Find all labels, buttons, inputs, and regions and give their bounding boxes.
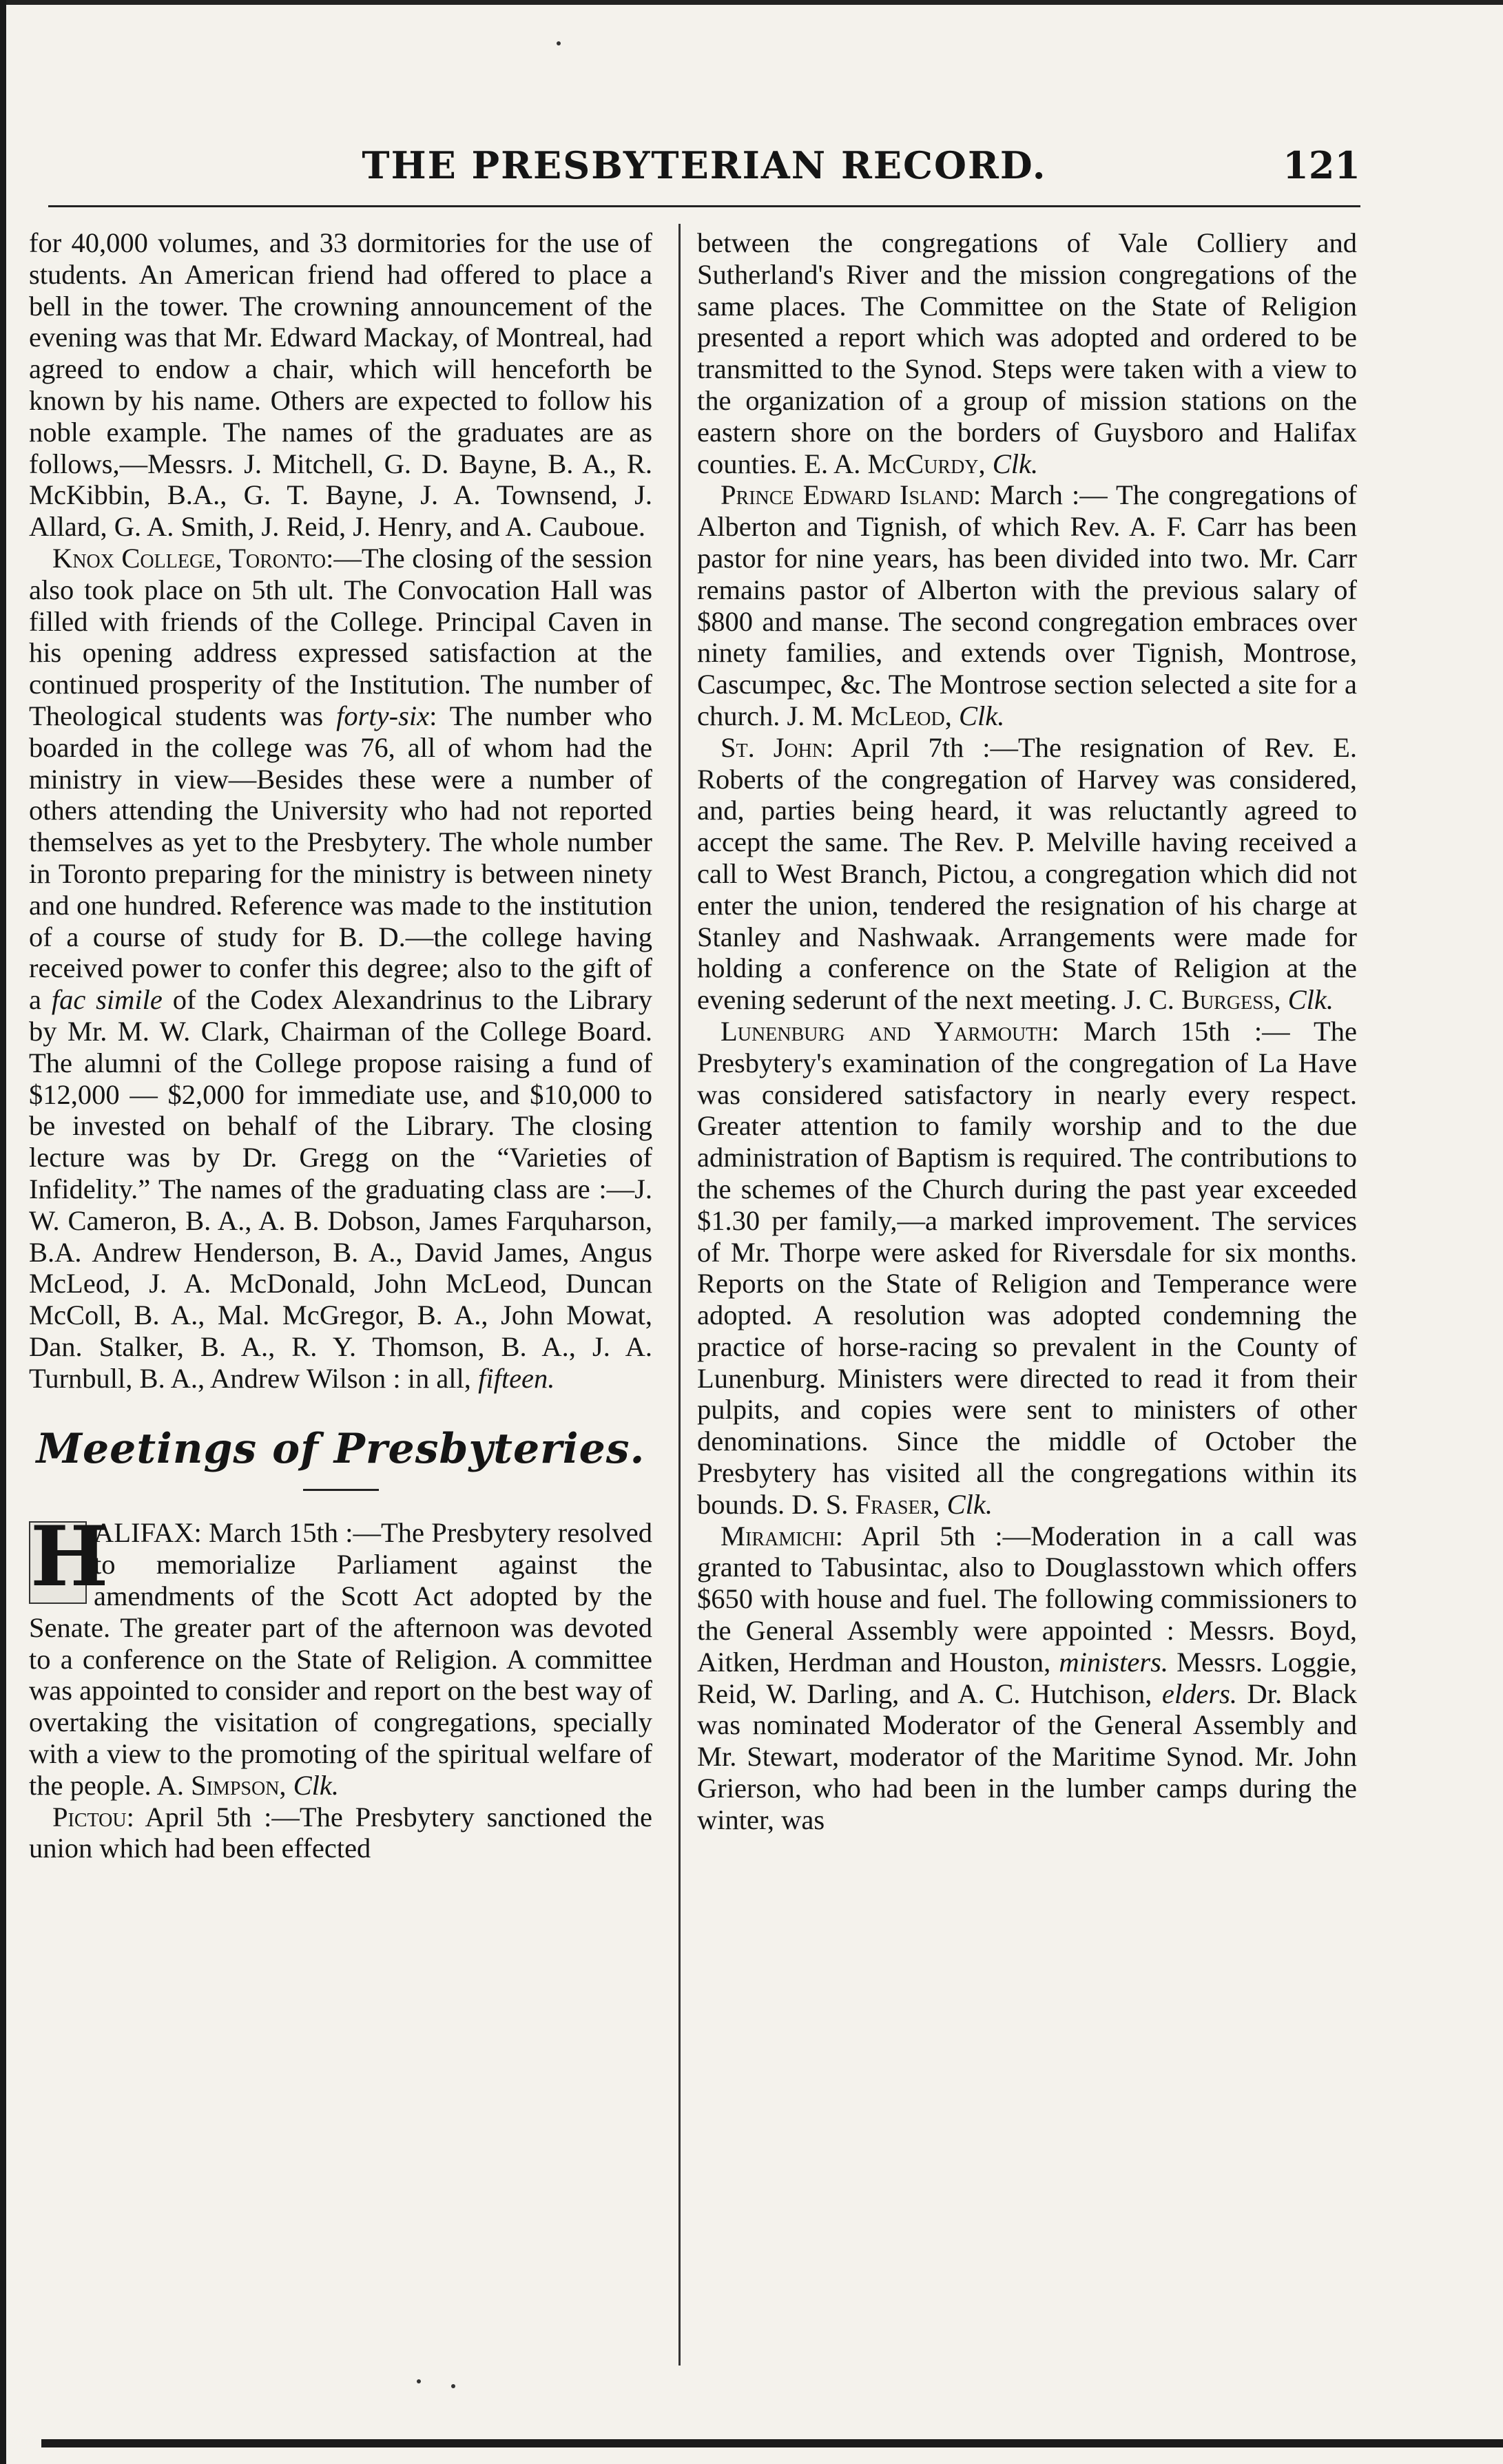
st-john-clerk-name: Burgess, bbox=[1181, 984, 1281, 1016]
miramichi-italic-ministers: ministers. bbox=[1059, 1646, 1169, 1678]
halifax-text: ALIFAX: March 15th :—The Presbytery resolved to memorialize Parliament against the amendments of the Scott Act adopted by the Senate. The greater part of the afternoon was devoted to a conference on the State of Religion. A committee was appointed to consider and report on the best way of overtaking the visitation of congregations, specially with a view to the promoting of the spiritual welfare of the people. A. bbox=[29, 1517, 652, 1801]
header-rule bbox=[48, 205, 1360, 207]
page-number: 121 bbox=[1283, 143, 1360, 187]
section-heading-rule bbox=[303, 1489, 379, 1491]
right-paragraph-1 bbox=[697, 227, 1357, 479]
left-paragraph-halifax bbox=[29, 1508, 652, 1801]
print-speck bbox=[451, 2384, 455, 2388]
miramichi-text-a: : April 5th :—Moderation in a call was granted to Tabusintac, also to Douglasstown which offers $650 with house and fuel. The following commissioners to the General Assembly were appointed : Messrs. Boyd, Aitken, Herdman and Houston, bbox=[697, 1520, 1357, 1678]
pei-text: : March :— The congregations of Alberton and Tignish, of which Rev. A. F. Carr has been pastor for nine years, has been divided into two. Mr. Carr remains pastor of Alberton with the previous salary of $800 and manse. The second congregation embraces over ninety families, and extends over Tignish, Montrose, Cascumpec, &c. The Montrose section selected a site for a church. J. M. bbox=[697, 479, 1358, 731]
miramichi-italic-elders: elders. bbox=[1161, 1678, 1237, 1709]
scan-edge-left bbox=[0, 0, 6, 2464]
page-header bbox=[48, 138, 1360, 200]
lunenburg-lead: Lunenburg and Yarmouth bbox=[721, 1015, 1052, 1047]
knox-text-b: : The number who boarded in the college was 76, all of whom had the ministry in view—Besides these were a number of others attending the University who had not reported themselves as yet to the Presbytery. The whole number in Toronto preparing for the ministry is between ninety and one hundred. Reference was made to the institution of a course of study for B. D.—the college having received power to confer this degree; also to the gift of a bbox=[29, 700, 652, 1016]
miramichi-text-c: Dr. Black was nominated Moderator of the General Assembly and Mr. Stewart, moderator of the Maritime Synod. Mr. John Grierson, who had been in the lumber camps during the winter, was bbox=[697, 1678, 1357, 1835]
miramichi-lead: Miramichi bbox=[721, 1520, 836, 1552]
halifax-clerk-name: Simpson, bbox=[191, 1769, 287, 1801]
knox-text-a: :—The closing of the session also took place on 5th ult. The Convocation Hall was filled with friends of the College. Principal Caven in his opening address expressed satisfaction at the continued prosperity of the Institution. The number of Theological students was bbox=[29, 542, 652, 731]
right-p1-clerk-title: Clk. bbox=[992, 448, 1039, 479]
knox-italic-forty-six: forty-six bbox=[336, 700, 430, 731]
left-paragraph-1: for 40,000 volumes, and 33 dormitories for the use of students. An American friend had offered to place a bell in the tower. The crowning announcement of the evening was that Mr. Edward Mackay, of Montreal, had agreed to endow a chair, which will henceforth be known by his name. Others are expected to follow his noble example. The names of the graduates are as follows,—Messrs. J. Mitchell, G. D. Bayne, B. A., R. McKibbin, B.A., G. T. Bayne, J. A. Townsend, J. Allard, G. A. Smith, J. Reid, J. Henry, and A. Cauboue. bbox=[29, 227, 652, 543]
right-p1-text: between the congregations of Vale Colliery and Sutherland's River and the mission congregations of the same places. The Committee on the State of Religion presented a report which was adopted and ordered to be transmitted to the Synod. Steps were taken with a view to the organization of a group of mission stations on the eastern shore on the borders of Guysboro and Halifax counties. E. A. bbox=[697, 227, 1357, 479]
left-column bbox=[29, 227, 652, 1864]
scan-edge-top bbox=[0, 0, 1503, 5]
lunenburg-clerk-name: Fraser, bbox=[855, 1488, 940, 1520]
print-speck bbox=[417, 2379, 421, 2383]
right-column bbox=[697, 227, 1357, 1836]
pictou-text: : April 5th :—The Presbytery sanctioned the union which had been effected bbox=[29, 1801, 652, 1864]
right-p1-clerk-name: McCurdy, bbox=[867, 448, 986, 479]
left-paragraph-pictou bbox=[29, 1802, 652, 1865]
knox-italic-fac-simile: fac simile bbox=[51, 984, 163, 1016]
section-heading-block bbox=[29, 1421, 652, 1491]
scan-edge-bottom bbox=[41, 2439, 1503, 2447]
section-heading: Meetings of Presbyteries. bbox=[36, 1425, 645, 1474]
pei-clerk-title: Clk. bbox=[958, 700, 1005, 731]
right-paragraph-pei bbox=[697, 479, 1357, 731]
knox-text-c: of the Codex Alexandrinus to the Library by Mr. M. W. Clark, Chairman of the College Board. The alumni of the College propose raising a fund of $12,000 — $2,000 for immediate use, and $10,000 to be invested on behalf of the Library. The closing lecture was by Dr. Gregg on the “Varieties of Infidelity.” The names of the graduating class are :—J. W. Cameron, B. A., A. B. Dobson, James Farquharson, B.A. Andrew Henderson, B. A., David James, Angus McLeod, J. A. McDonald, John McLeod, Duncan McColl, B. A., Mal. McGregor, B. A., John Mowat, Dan. Stalker, B. A., R. Y. Thomson, B. A., J. A. Turnbull, B. A., Andrew Wilson : in all, bbox=[29, 984, 652, 1394]
column-divider bbox=[678, 224, 681, 2366]
st-john-text: : April 7th :—The resignation of Rev. E. Roberts of the congregation of Harvey was considered, and, parties being heard, it was reluctantly agreed to accept the same. The Rev. P. Melville having received a call to West Branch, Pictou, a congregation which did not enter the union, tendered the resignation of his charge at Stanley and Nashwaak. Arrangements were made for holding a conference on the State of Religion at the evening sederunt of the next meeting. J. C. bbox=[697, 731, 1357, 1016]
lunenburg-text: : March 15th :— The Presbytery's examination of the congregation of La Have was considered satisfactory in nearly every respect. Greater attention to family worship and to the due administration of Baptism is required. The contributions to the schemes of the Church during the past year exceeded $1.30 per family,—a marked improvement. The services of Mr. Thorpe were asked for Riversdale for six months. Reports on the State of Religion and Temperance were adopted. A resolution was adopted condemning the practice of horse-racing so prevalent in the County of Lunenburg. Ministers were directed to read it from their pulpits, and copies were sent to ministers of other denominations. Since the middle of October the Presbytery has visited all the congregations within its bounds. D. S. bbox=[697, 1015, 1357, 1520]
print-speck bbox=[557, 41, 561, 45]
drop-cap-letter: H bbox=[30, 1508, 109, 1606]
knox-italic-fifteen: fifteen. bbox=[478, 1362, 555, 1394]
halifax-clerk-title: Clk. bbox=[293, 1769, 340, 1801]
st-john-lead: St. John bbox=[721, 731, 827, 763]
right-paragraph-miramichi bbox=[697, 1521, 1357, 1836]
lunenburg-clerk-title: Clk. bbox=[946, 1488, 993, 1520]
right-paragraph-lunenburg bbox=[697, 1016, 1357, 1521]
st-john-clerk-title: Clk. bbox=[1287, 984, 1334, 1016]
left-paragraph-knox-college bbox=[29, 543, 652, 1395]
pei-lead: Prince Edward Island bbox=[721, 479, 973, 511]
running-title: THE PRESBYTERIAN RECORD. bbox=[362, 143, 1047, 187]
right-paragraph-st-john bbox=[697, 732, 1357, 1016]
knox-college-lead: Knox College, Toronto bbox=[52, 542, 326, 574]
pictou-lead: Pictou bbox=[52, 1801, 127, 1833]
miramichi-text-b: Messrs. Loggie, Reid, W. Darling, and A. C. Hutchison, bbox=[697, 1646, 1357, 1709]
pei-clerk-name: McLeod, bbox=[850, 700, 952, 731]
